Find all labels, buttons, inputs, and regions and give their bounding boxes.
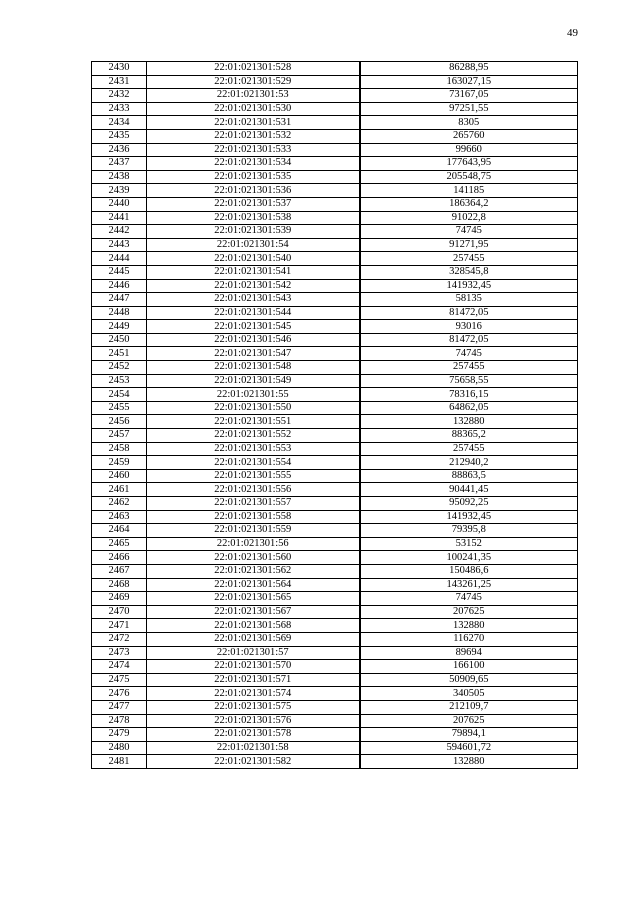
value-cell: 328545,8	[360, 265, 578, 279]
page-number: 49	[567, 27, 578, 39]
value-cell: 75658,55	[360, 374, 578, 388]
table-row	[92, 592, 578, 606]
row-number-cell: 2432	[92, 89, 147, 103]
value-cell: 88863,5	[360, 469, 578, 483]
cadastral-number-cell: 22:01:021301:549	[147, 374, 360, 388]
cadastral-number-cell: 22:01:021301:582	[147, 755, 360, 769]
cadastral-number-cell: 22:01:021301:544	[147, 306, 360, 320]
cadastral-number-cell: 22:01:021301:570	[147, 660, 360, 674]
row-number-cell: 2481	[92, 755, 147, 769]
value-cell: 58135	[360, 293, 578, 307]
table-row	[92, 225, 578, 239]
cadastral-number-cell: 22:01:021301:575	[147, 700, 360, 714]
cadastral-number-cell: 22:01:021301:540	[147, 252, 360, 266]
table-row	[92, 75, 578, 89]
value-cell: 8305	[360, 116, 578, 130]
value-cell: 177643,95	[360, 157, 578, 171]
row-number-cell: 2473	[92, 646, 147, 660]
value-cell: 163027,15	[360, 75, 578, 89]
row-number-cell: 2480	[92, 741, 147, 755]
table-row	[92, 293, 578, 307]
table-row	[92, 551, 578, 565]
cadastral-number-cell: 22:01:021301:555	[147, 469, 360, 483]
value-cell: 89694	[360, 646, 578, 660]
table-row	[92, 320, 578, 334]
row-number-cell: 2436	[92, 143, 147, 157]
row-number-cell: 2458	[92, 442, 147, 456]
cadastral-number-cell: 22:01:021301:541	[147, 265, 360, 279]
row-number-cell: 2452	[92, 361, 147, 375]
cadastral-number-cell: 22:01:021301:571	[147, 673, 360, 687]
value-cell: 205548,75	[360, 170, 578, 184]
value-cell: 594601,72	[360, 741, 578, 755]
value-cell: 132880	[360, 755, 578, 769]
row-number-cell: 2463	[92, 510, 147, 524]
cadastral-number-cell: 22:01:021301:557	[147, 497, 360, 511]
cadastral-number-cell: 22:01:021301:54	[147, 238, 360, 252]
row-number-cell: 2445	[92, 265, 147, 279]
value-cell: 64862,05	[360, 401, 578, 415]
cadastral-number-cell: 22:01:021301:537	[147, 197, 360, 211]
value-cell: 212109,7	[360, 700, 578, 714]
table-row	[92, 143, 578, 157]
table-row	[92, 184, 578, 198]
value-cell: 166100	[360, 660, 578, 674]
row-number-cell: 2448	[92, 306, 147, 320]
table-row	[92, 700, 578, 714]
row-number-cell: 2433	[92, 102, 147, 116]
table-row	[92, 497, 578, 511]
row-number-cell: 2472	[92, 632, 147, 646]
cadastral-number-cell: 22:01:021301:539	[147, 225, 360, 239]
cadastral-number-cell: 22:01:021301:56	[147, 537, 360, 551]
value-cell: 74745	[360, 225, 578, 239]
table-row	[92, 741, 578, 755]
table-row	[92, 279, 578, 293]
cadastral-number-cell: 22:01:021301:543	[147, 293, 360, 307]
table-row	[92, 388, 578, 402]
table-row	[92, 442, 578, 456]
cadastral-number-cell: 22:01:021301:538	[147, 211, 360, 225]
cadastral-number-cell: 22:01:021301:532	[147, 129, 360, 143]
row-number-cell: 2474	[92, 660, 147, 674]
table-row	[92, 211, 578, 225]
table-row	[92, 265, 578, 279]
value-cell: 74745	[360, 347, 578, 361]
value-cell: 207625	[360, 714, 578, 728]
row-number-cell: 2455	[92, 401, 147, 415]
cadastral-number-cell: 22:01:021301:576	[147, 714, 360, 728]
cadastral-value-table	[91, 61, 578, 769]
value-cell: 212940,2	[360, 456, 578, 470]
row-number-cell: 2446	[92, 279, 147, 293]
value-cell: 257455	[360, 252, 578, 266]
cadastral-number-cell: 22:01:021301:564	[147, 578, 360, 592]
cadastral-number-cell: 22:01:021301:542	[147, 279, 360, 293]
cadastral-number-cell: 22:01:021301:559	[147, 524, 360, 538]
row-number-cell: 2457	[92, 429, 147, 443]
cadastral-number-cell: 22:01:021301:554	[147, 456, 360, 470]
row-number-cell: 2469	[92, 592, 147, 606]
table-row	[92, 361, 578, 375]
table-row	[92, 632, 578, 646]
cadastral-number-cell: 22:01:021301:551	[147, 415, 360, 429]
value-cell: 91271,95	[360, 238, 578, 252]
value-cell: 91022,8	[360, 211, 578, 225]
table-row	[92, 374, 578, 388]
value-cell: 81472,05	[360, 333, 578, 347]
cadastral-number-cell: 22:01:021301:528	[147, 62, 360, 76]
cadastral-number-cell: 22:01:021301:536	[147, 184, 360, 198]
cadastral-number-cell: 22:01:021301:562	[147, 564, 360, 578]
table-row	[92, 660, 578, 674]
table-row	[92, 564, 578, 578]
cadastral-number-cell: 22:01:021301:529	[147, 75, 360, 89]
row-number-cell: 2477	[92, 700, 147, 714]
value-cell: 99660	[360, 143, 578, 157]
row-number-cell: 2468	[92, 578, 147, 592]
row-number-cell: 2438	[92, 170, 147, 184]
row-number-cell: 2435	[92, 129, 147, 143]
value-cell: 93016	[360, 320, 578, 334]
value-cell: 257455	[360, 361, 578, 375]
cadastral-number-cell: 22:01:021301:558	[147, 510, 360, 524]
cadastral-number-cell: 22:01:021301:58	[147, 741, 360, 755]
cadastral-number-cell: 22:01:021301:550	[147, 401, 360, 415]
table-row	[92, 306, 578, 320]
row-number-cell: 2447	[92, 293, 147, 307]
row-number-cell: 2431	[92, 75, 147, 89]
row-number-cell: 2466	[92, 551, 147, 565]
value-cell: 79395,8	[360, 524, 578, 538]
value-cell: 79894,1	[360, 728, 578, 742]
table-row	[92, 102, 578, 116]
row-number-cell: 2475	[92, 673, 147, 687]
table-row	[92, 605, 578, 619]
table-row	[92, 578, 578, 592]
value-cell: 73167,05	[360, 89, 578, 103]
cadastral-number-cell: 22:01:021301:57	[147, 646, 360, 660]
cadastral-number-cell: 22:01:021301:553	[147, 442, 360, 456]
value-cell: 50909,65	[360, 673, 578, 687]
value-cell: 116270	[360, 632, 578, 646]
cadastral-number-cell: 22:01:021301:531	[147, 116, 360, 130]
row-number-cell: 2464	[92, 524, 147, 538]
value-cell: 141932,45	[360, 279, 578, 293]
row-number-cell: 2460	[92, 469, 147, 483]
value-cell: 78316,15	[360, 388, 578, 402]
cadastral-number-cell: 22:01:021301:535	[147, 170, 360, 184]
table-row	[92, 157, 578, 171]
table-row	[92, 469, 578, 483]
row-number-cell: 2450	[92, 333, 147, 347]
value-cell: 143261,25	[360, 578, 578, 592]
value-cell: 95092,25	[360, 497, 578, 511]
table-row	[92, 537, 578, 551]
table-row	[92, 728, 578, 742]
cadastral-number-cell: 22:01:021301:578	[147, 728, 360, 742]
table-row	[92, 483, 578, 497]
row-number-cell: 2465	[92, 537, 147, 551]
value-cell: 257455	[360, 442, 578, 456]
row-number-cell: 2456	[92, 415, 147, 429]
table-row	[92, 238, 578, 252]
cadastral-number-cell: 22:01:021301:552	[147, 429, 360, 443]
row-number-cell: 2434	[92, 116, 147, 130]
row-number-cell: 2454	[92, 388, 147, 402]
cadastral-number-cell: 22:01:021301:565	[147, 592, 360, 606]
table-row	[92, 197, 578, 211]
row-number-cell: 2478	[92, 714, 147, 728]
value-cell: 340505	[360, 687, 578, 701]
row-number-cell: 2470	[92, 605, 147, 619]
table-row	[92, 89, 578, 103]
table-row	[92, 524, 578, 538]
value-cell: 86288,95	[360, 62, 578, 76]
row-number-cell: 2471	[92, 619, 147, 633]
row-number-cell: 2441	[92, 211, 147, 225]
row-number-cell: 2459	[92, 456, 147, 470]
cadastral-number-cell: 22:01:021301:574	[147, 687, 360, 701]
cadastral-number-cell: 22:01:021301:567	[147, 605, 360, 619]
row-number-cell: 2451	[92, 347, 147, 361]
table-row	[92, 673, 578, 687]
value-cell: 97251,55	[360, 102, 578, 116]
row-number-cell: 2443	[92, 238, 147, 252]
table-body	[92, 62, 578, 769]
row-number-cell: 2461	[92, 483, 147, 497]
cadastral-number-cell: 22:01:021301:568	[147, 619, 360, 633]
row-number-cell: 2467	[92, 564, 147, 578]
table-row	[92, 129, 578, 143]
row-number-cell: 2442	[92, 225, 147, 239]
value-cell: 100241,35	[360, 551, 578, 565]
cadastral-number-cell: 22:01:021301:547	[147, 347, 360, 361]
row-number-cell: 2479	[92, 728, 147, 742]
value-cell: 141932,45	[360, 510, 578, 524]
cadastral-number-cell: 22:01:021301:55	[147, 388, 360, 402]
value-cell: 81472,05	[360, 306, 578, 320]
value-cell: 150486,6	[360, 564, 578, 578]
table-row	[92, 170, 578, 184]
row-number-cell: 2430	[92, 62, 147, 76]
cadastral-number-cell: 22:01:021301:53	[147, 89, 360, 103]
table-row	[92, 252, 578, 266]
table-row	[92, 333, 578, 347]
cadastral-number-cell: 22:01:021301:534	[147, 157, 360, 171]
cadastral-number-cell: 22:01:021301:533	[147, 143, 360, 157]
row-number-cell: 2453	[92, 374, 147, 388]
value-cell: 141185	[360, 184, 578, 198]
cadastral-number-cell: 22:01:021301:556	[147, 483, 360, 497]
cadastral-number-cell: 22:01:021301:530	[147, 102, 360, 116]
row-number-cell: 2439	[92, 184, 147, 198]
table-row	[92, 755, 578, 769]
row-number-cell: 2449	[92, 320, 147, 334]
table-row	[92, 401, 578, 415]
row-number-cell: 2444	[92, 252, 147, 266]
cadastral-number-cell: 22:01:021301:546	[147, 333, 360, 347]
value-cell: 186364,2	[360, 197, 578, 211]
row-number-cell: 2440	[92, 197, 147, 211]
value-cell: 88365,2	[360, 429, 578, 443]
cadastral-number-cell: 22:01:021301:569	[147, 632, 360, 646]
table-row	[92, 687, 578, 701]
table-row	[92, 415, 578, 429]
table-row	[92, 646, 578, 660]
cadastral-number-cell: 22:01:021301:560	[147, 551, 360, 565]
row-number-cell: 2462	[92, 497, 147, 511]
table-row	[92, 714, 578, 728]
table-row	[92, 619, 578, 633]
table-row	[92, 510, 578, 524]
value-cell: 53152	[360, 537, 578, 551]
table-row	[92, 116, 578, 130]
table-row	[92, 62, 578, 76]
table-row	[92, 456, 578, 470]
value-cell: 74745	[360, 592, 578, 606]
row-number-cell: 2476	[92, 687, 147, 701]
value-cell: 207625	[360, 605, 578, 619]
value-cell: 90441,45	[360, 483, 578, 497]
value-cell: 132880	[360, 619, 578, 633]
row-number-cell: 2437	[92, 157, 147, 171]
table-row	[92, 347, 578, 361]
cadastral-number-cell: 22:01:021301:545	[147, 320, 360, 334]
value-cell: 265760	[360, 129, 578, 143]
table-row	[92, 429, 578, 443]
cadastral-number-cell: 22:01:021301:548	[147, 361, 360, 375]
value-cell: 132880	[360, 415, 578, 429]
